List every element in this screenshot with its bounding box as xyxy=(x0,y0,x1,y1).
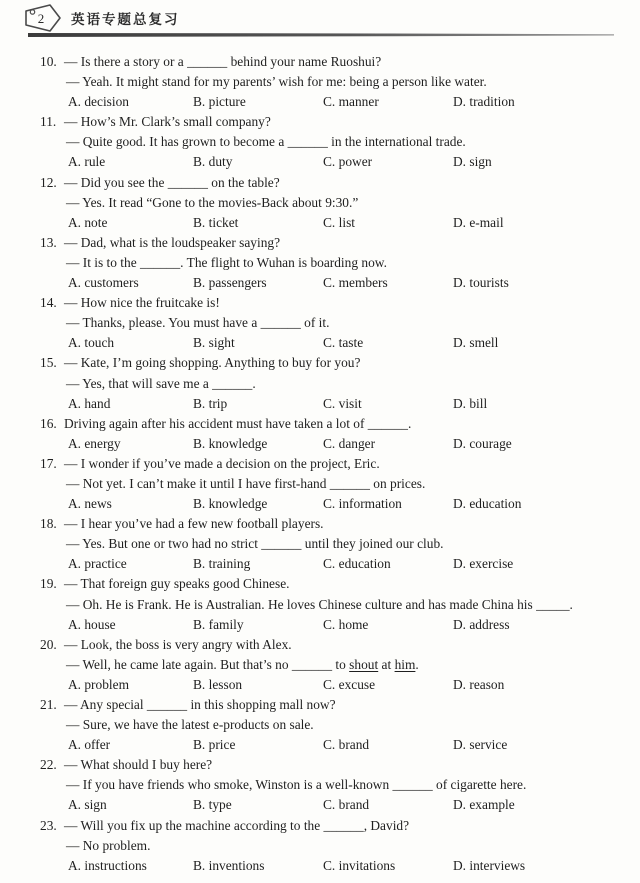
dialogue-line: — It is to the ______. The flight to Wuhan is boarding now. xyxy=(66,254,387,270)
option-a: A. touch xyxy=(68,335,115,351)
question-item xyxy=(40,635,634,695)
option-a: A. hand xyxy=(68,395,111,411)
question-number: 17. xyxy=(40,455,57,471)
dialogue-line: — Sure, we have the latest e-products on sale. xyxy=(66,717,314,733)
question-first-line xyxy=(40,695,634,715)
option-d: D. e-mail xyxy=(453,214,504,230)
dialogue-line: — Is there a story or a ______ behind your name Ruoshui? xyxy=(64,54,382,69)
question-number: 23. xyxy=(40,817,57,833)
option-a: A. instructions xyxy=(68,857,147,873)
option-c: C. members xyxy=(323,275,388,291)
dialogue-line: — Yes. It read “Gone to the movies-Back about 9:30.” xyxy=(66,194,359,210)
options-row xyxy=(68,675,634,695)
options-row xyxy=(68,152,634,172)
question-number: 14. xyxy=(40,295,57,311)
option-a: A. house xyxy=(68,616,116,632)
option-b: B. price xyxy=(193,737,236,753)
dialogue-line: — Not yet. I can’t make it until I have first-hand ______ on prices. xyxy=(66,475,426,491)
option-c: C. invitations xyxy=(323,857,396,873)
question-item xyxy=(40,695,634,755)
options-row xyxy=(68,394,634,414)
dialogue-line: — I wonder if you’ve made a decision on the project, Eric. xyxy=(64,455,380,471)
options-row xyxy=(68,856,634,876)
question-first-line xyxy=(40,112,634,132)
option-c: C. visit xyxy=(323,395,362,411)
question-first-line xyxy=(40,635,634,655)
option-d: D. education xyxy=(453,496,522,512)
question-item xyxy=(40,454,634,514)
question-list xyxy=(40,52,634,876)
dialogue-line: — How’s Mr. Clark’s small company? xyxy=(64,114,271,130)
options-row xyxy=(68,333,634,353)
question-first-line xyxy=(40,816,634,836)
question-first-line xyxy=(40,414,634,434)
option-c: C. brand xyxy=(323,797,370,813)
dialogue-line: — Any special ______ in this shopping mall now? xyxy=(64,697,336,712)
question-number: 20. xyxy=(40,636,57,652)
option-c: C. information xyxy=(323,496,402,512)
question-number: 18. xyxy=(40,516,57,532)
option-b: B. ticket xyxy=(193,214,239,230)
option-c: C. education xyxy=(323,556,391,572)
dialogue-line: — Will you fix up the machine according to the ______, David? xyxy=(64,817,410,833)
option-a: A. decision xyxy=(68,94,129,110)
option-c: C. taste xyxy=(323,335,364,351)
question-item xyxy=(40,353,634,413)
question-number: 16. xyxy=(40,415,57,431)
question-number: 11. xyxy=(40,114,57,130)
dialogue-line: — Look, the boss is very angry with Alex. xyxy=(64,636,292,652)
question-number: 12. xyxy=(40,174,57,190)
chapter-tag-icon xyxy=(24,3,62,33)
option-d: D. interviews xyxy=(453,857,526,873)
option-c: C. excuse xyxy=(323,676,376,692)
option-d: D. smell xyxy=(453,335,499,351)
question-first-line xyxy=(40,514,634,534)
dialogue-line: — Quite good. It has grown to become a ______ in the international trade. xyxy=(66,134,466,150)
question-item xyxy=(40,414,634,454)
question-item xyxy=(40,173,634,233)
option-b: B. knowledge xyxy=(193,496,268,512)
option-b: B. training xyxy=(193,556,251,572)
question-first-line xyxy=(40,755,634,775)
dialogue-line: — How nice the fruitcake is! xyxy=(64,295,220,311)
question-number: 10. xyxy=(40,54,57,69)
option-d: D. example xyxy=(453,797,515,813)
option-a: A. energy xyxy=(68,435,121,451)
options-row xyxy=(68,615,634,635)
option-d: D. address xyxy=(453,616,510,632)
question-first-line xyxy=(40,173,634,193)
option-a: A. news xyxy=(68,496,112,512)
dialogue-line: — I hear you’ve had a few new football players. xyxy=(64,516,324,532)
option-c: C. list xyxy=(323,214,355,230)
question-number: 19. xyxy=(40,576,57,592)
option-d: D. reason xyxy=(453,676,505,692)
options-row xyxy=(68,554,634,574)
option-b: B. sight xyxy=(193,335,235,351)
question-first-line xyxy=(40,574,634,594)
chapter-number: 2 xyxy=(37,11,45,26)
option-b: B. picture xyxy=(193,94,246,110)
question-item xyxy=(40,52,634,112)
underlined-word: shout xyxy=(349,656,379,672)
question-number: 21. xyxy=(40,697,57,712)
option-b: B. lesson xyxy=(193,676,243,692)
option-d: D. tourists xyxy=(453,275,509,291)
dialogue-line: — Thanks, please. You must have a ______ of it. xyxy=(66,315,330,331)
option-b: B. trip xyxy=(193,395,228,411)
option-d: D. sign xyxy=(453,154,492,170)
question-first-line xyxy=(40,233,634,253)
option-a: A. practice xyxy=(68,556,127,572)
question-item xyxy=(40,755,634,815)
header-divider xyxy=(28,33,614,37)
options-row xyxy=(68,213,634,233)
dialogue-line: — Well, he came late again. But that’s no ______ to shout at him. xyxy=(66,656,419,672)
question-first-line xyxy=(40,353,634,373)
dialogue-line: — Kate, I’m going shopping. Anything to buy for you? xyxy=(64,355,361,371)
option-a: A. rule xyxy=(68,154,106,170)
options-row xyxy=(68,434,634,454)
option-b: B. type xyxy=(193,797,232,813)
options-row xyxy=(68,494,634,514)
question-item xyxy=(40,816,634,876)
option-d: D. courage xyxy=(453,435,512,451)
option-a: A. note xyxy=(68,214,108,230)
dialogue-line: — No problem. xyxy=(66,837,151,853)
dialogue-line: — That foreign guy speaks good Chinese. xyxy=(64,576,290,592)
dialogue-line: — Yes. But one or two had no strict ______ until they joined our club. xyxy=(66,536,444,552)
dialogue-line: — Oh. He is Frank. He is Australian. He loves Chinese culture and has made China his _____. xyxy=(66,596,573,612)
question-item xyxy=(40,112,634,172)
option-b: B. inventions xyxy=(193,857,265,873)
options-row xyxy=(68,92,634,112)
option-c: C. manner xyxy=(323,94,379,110)
option-c: C. power xyxy=(323,154,373,170)
option-d: D. bill xyxy=(453,395,488,411)
dialogue-line: — Dad, what is the loudspeaker saying? xyxy=(64,234,281,250)
question-number: 22. xyxy=(40,757,57,773)
options-row xyxy=(68,273,634,293)
options-row xyxy=(68,795,634,815)
dialogue-line: — Yes, that will save me a ______. xyxy=(66,375,256,391)
dialogue-line: — Yeah. It might stand for my parents’ wish for me: being a person like water. xyxy=(66,74,487,90)
option-b: B. passengers xyxy=(193,275,267,291)
question-first-line xyxy=(40,293,634,313)
question-first-line xyxy=(40,454,634,474)
question-item xyxy=(40,293,634,353)
dialogue-line: Driving again after his accident must have taken a lot of ______. xyxy=(64,415,412,431)
option-a: A. problem xyxy=(68,676,129,692)
dialogue-line: — Did you see the ______ on the table? xyxy=(64,174,280,190)
option-d: D. service xyxy=(453,737,508,753)
dialogue-line: — What should I buy here? xyxy=(64,757,213,773)
option-b: B. knowledge xyxy=(193,435,268,451)
options-row xyxy=(68,735,634,755)
page-header xyxy=(24,3,180,33)
option-b: B. duty xyxy=(193,154,233,170)
option-d: D. tradition xyxy=(453,94,515,110)
page-title: 英语专题总复习 xyxy=(71,12,180,28)
dialogue-line: — If you have friends who smoke, Winston is a well-known ______ of cigarette here. xyxy=(66,777,527,793)
question-item xyxy=(40,233,634,293)
question-first-line xyxy=(40,52,634,72)
option-c: C. brand xyxy=(323,737,370,753)
option-c: C. danger xyxy=(323,435,376,451)
question-item xyxy=(40,514,634,574)
underlined-word: him xyxy=(394,656,416,672)
question-number: 13. xyxy=(40,234,57,250)
option-b: B. family xyxy=(193,616,244,632)
option-d: D. exercise xyxy=(453,556,514,572)
option-a: A. customers xyxy=(68,275,139,291)
option-a: A. sign xyxy=(68,797,107,813)
option-a: A. offer xyxy=(68,737,111,753)
option-c: C. home xyxy=(323,616,369,632)
question-item xyxy=(40,574,634,634)
question-number: 15. xyxy=(40,355,57,371)
